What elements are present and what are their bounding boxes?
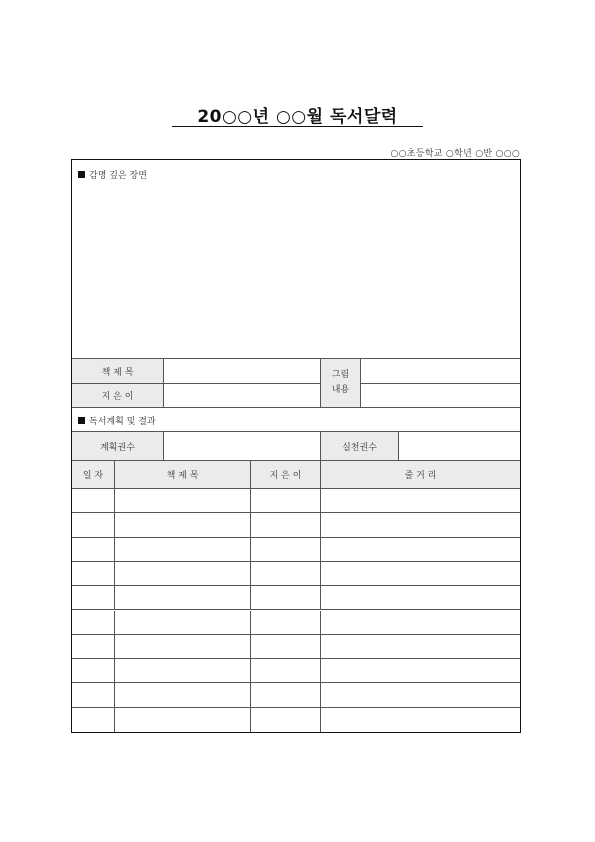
- log-cell-date[interactable]: [72, 562, 115, 586]
- student-info: ○○초등학교 ○학년 ○반 ○○○: [390, 149, 520, 159]
- log-cell-author[interactable]: [251, 611, 321, 635]
- reading-calendar-form: [71, 159, 521, 733]
- log-cell-author[interactable]: [251, 683, 321, 707]
- picture-content-label-cell: [321, 359, 361, 408]
- log-cell-summary[interactable]: [321, 708, 520, 732]
- log-cell-book-title[interactable]: [115, 586, 251, 610]
- log-cell-summary[interactable]: [321, 586, 520, 610]
- impression-box[interactable]: [72, 160, 520, 359]
- picture-content-field-2[interactable]: [361, 384, 520, 408]
- log-cell-author[interactable]: [251, 489, 321, 513]
- actual-count-label-cell: [321, 432, 399, 461]
- log-cell-date[interactable]: [72, 513, 115, 537]
- actual-count-label: 실천권수: [342, 442, 377, 453]
- col-header-summary: [321, 461, 520, 489]
- impression-section-label: [78, 168, 147, 181]
- log-cell-author[interactable]: [251, 562, 321, 586]
- log-cell-summary[interactable]: [321, 683, 520, 707]
- planned-count-field[interactable]: [164, 432, 321, 461]
- log-cell-summary[interactable]: [321, 611, 520, 635]
- log-cell-summary[interactable]: [321, 635, 520, 659]
- picture-label-line2: 내용: [331, 385, 350, 395]
- impression-label: 감명 깊은 장면: [89, 171, 147, 181]
- log-cell-author[interactable]: [251, 659, 321, 683]
- log-cell-book-title[interactable]: [115, 562, 251, 586]
- plan-label: 독서계획 및 결과: [89, 416, 156, 427]
- book-title-field[interactable]: [164, 359, 321, 384]
- log-cell-date[interactable]: [72, 708, 115, 732]
- log-cell-book-title[interactable]: [115, 513, 251, 537]
- author-label-cell: [72, 384, 164, 408]
- book-title-label: 책 제 목: [101, 367, 134, 378]
- log-cell-author[interactable]: [251, 586, 321, 610]
- log-cell-book-title[interactable]: [115, 489, 251, 513]
- log-cell-book-title[interactable]: [115, 683, 251, 707]
- log-cell-author[interactable]: [251, 538, 321, 562]
- log-cell-date[interactable]: [72, 489, 115, 513]
- title-underline: [172, 126, 423, 127]
- log-cell-date[interactable]: [72, 586, 115, 610]
- log-cell-date[interactable]: [72, 538, 115, 562]
- page-title: 20○○년 ○○월 독서달력: [197, 107, 398, 127]
- col-header-author-label: 지 은 이: [269, 471, 302, 481]
- log-cell-author[interactable]: [251, 513, 321, 537]
- actual-count-field[interactable]: [399, 432, 520, 461]
- col-header-author: [251, 461, 321, 489]
- book-title-label-cell: [72, 359, 164, 384]
- log-cell-date[interactable]: [72, 611, 115, 635]
- author-label: 지 은 이: [101, 392, 134, 402]
- log-cell-summary[interactable]: [321, 538, 520, 562]
- log-cell-summary[interactable]: [321, 659, 520, 683]
- planned-count-label-cell: [72, 432, 164, 461]
- col-header-date-label: 일 자: [82, 471, 104, 481]
- square-bullet-icon: [78, 171, 85, 178]
- picture-content-field-1[interactable]: [361, 359, 520, 384]
- col-header-book-title-label: 책 제 목: [166, 471, 199, 481]
- log-cell-book-title[interactable]: [115, 538, 251, 562]
- log-cell-date[interactable]: [72, 683, 115, 707]
- log-cell-date[interactable]: [72, 659, 115, 683]
- log-cell-author[interactable]: [251, 708, 321, 732]
- log-cell-book-title[interactable]: [115, 659, 251, 683]
- log-cell-date[interactable]: [72, 635, 115, 659]
- log-cell-summary[interactable]: [321, 562, 520, 586]
- col-header-date: [72, 461, 115, 489]
- log-cell-book-title[interactable]: [115, 635, 251, 659]
- square-bullet-icon: [78, 417, 85, 424]
- author-field[interactable]: [164, 384, 321, 408]
- planned-count-label: 계획권수: [100, 442, 135, 453]
- col-header-book-title: [115, 461, 251, 489]
- col-header-summary-label: 줄 거 리: [404, 471, 437, 481]
- picture-label-line1: 그림: [331, 370, 350, 380]
- log-cell-summary[interactable]: [321, 513, 520, 537]
- log-cell-summary[interactable]: [321, 489, 520, 513]
- log-cell-book-title[interactable]: [115, 611, 251, 635]
- plan-section-label: [78, 408, 156, 432]
- log-cell-author[interactable]: [251, 635, 321, 659]
- log-cell-book-title[interactable]: [115, 708, 251, 732]
